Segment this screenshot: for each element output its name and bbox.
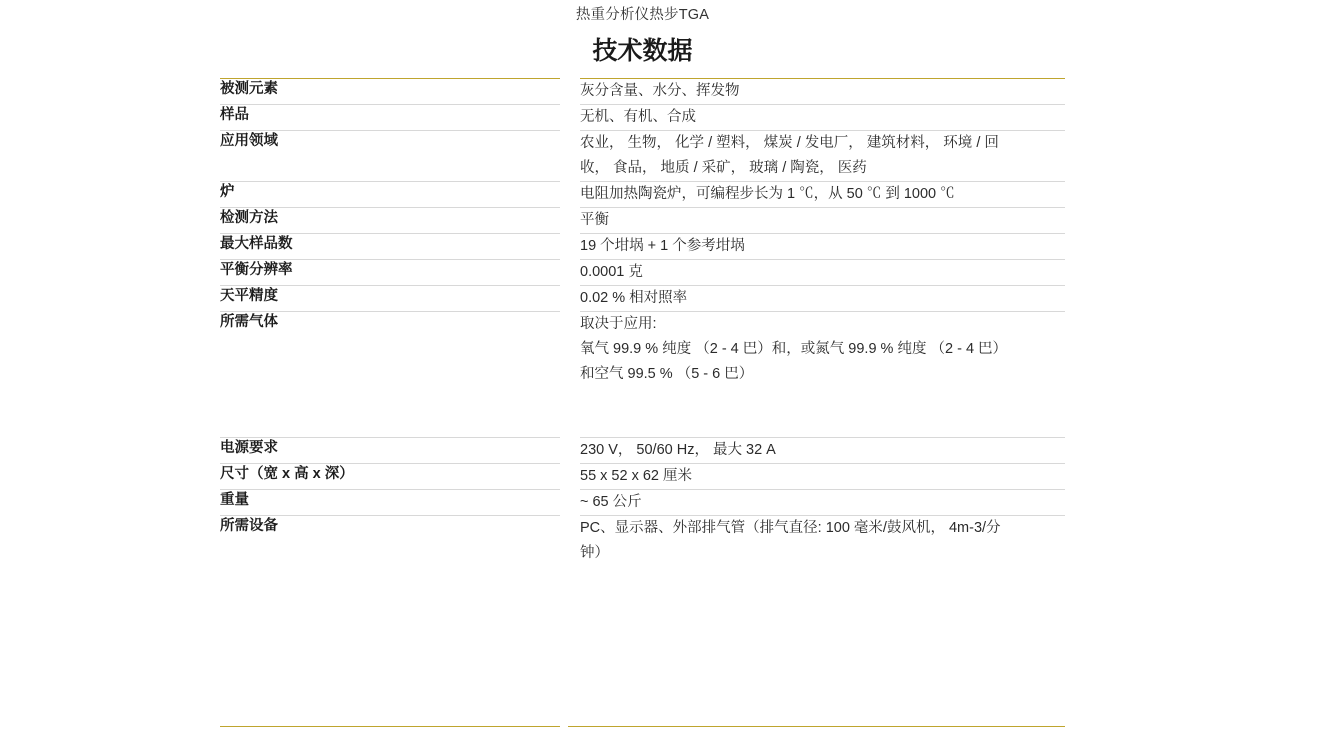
value-line: PC、显示器、外部排气管（排气直径: 100 毫米/鼓风机， 4m-3/分 [580,520,1001,536]
row-label: 样品 [220,105,560,131]
value-line-spacer [580,412,1065,437]
value-line: 取决于应用: [580,316,657,332]
page-title: 技术数据 [592,37,693,65]
table-row [220,312,1065,438]
row-gap [560,464,580,490]
row-gap [560,105,580,131]
table-row [220,79,1065,105]
table-row [220,131,1065,182]
table-row [220,208,1065,234]
row-value [580,490,1065,516]
row-gap [560,286,580,312]
row-gap [560,490,580,516]
table-row [220,105,1065,131]
row-label: 电源要求 [220,438,560,464]
value-line: 55 x 52 x 62 厘米 [580,468,693,484]
value-line: 0.0001 克 [580,264,643,280]
table-row [220,286,1065,312]
table-row [220,438,1065,464]
table-row [220,260,1065,286]
row-gap [560,79,580,105]
row-value [580,131,1065,182]
row-value [580,464,1065,490]
value-line: 19 个坩埚 + 1 个参考坩埚 [580,238,745,254]
bottom-accent-rule-left [220,726,560,727]
value-line: 0.02 % 相对照率 [580,290,688,306]
table-row [220,234,1065,260]
row-value [580,105,1065,131]
row-gap [560,182,580,208]
bottom-accent-rule-right [568,726,1065,727]
value-line: 氧气 99.9 % 纯度 （2 - 4 巴）和，或氮气 99.9 % 纯度 （2 - 4 巴） [580,341,1008,357]
row-label: 平衡分辨率 [220,260,560,286]
row-label: 尺寸（宽 x 高 x 深） [220,464,560,490]
value-line: 230 V， 50/60 Hz， 最大 32 A [580,442,776,458]
value-line-spacer [580,387,1065,412]
row-label: 被测元素 [220,79,560,105]
row-value [580,79,1065,105]
row-label: 天平精度 [220,286,560,312]
value-line: ~ 65 公斤 [580,494,642,510]
row-label: 重量 [220,490,560,516]
row-gap [560,438,580,464]
table-row [220,490,1065,516]
row-gap [560,208,580,234]
value-line: 电阻加热陶瓷炉，可编程步长为 1 ℃，从 50 ℃ 到 1000 ℃ [580,186,955,202]
row-value [580,516,1065,567]
row-gap [560,312,580,438]
document-header [220,0,1065,70]
row-label: 所需设备 [220,516,560,567]
value-line: 平衡 [580,212,609,228]
row-gap [560,234,580,260]
row-value [580,286,1065,312]
value-line: 钟） [580,545,609,561]
value-line: 灰分含量、水分、挥发物 [580,83,740,99]
row-gap [560,516,580,567]
row-label: 炉 [220,182,560,208]
table-row [220,182,1065,208]
row-value [580,182,1065,208]
table-row [220,464,1065,490]
technical-data-table [220,78,1065,566]
value-line: 农业， 生物， 化学 / 塑料， 煤炭 / 发电厂， 建筑材料， 环境 / 回 [580,135,999,151]
value-line: 和空气 99.5 % （5 - 6 巴） [580,366,754,382]
row-label: 所需气体 [220,312,560,438]
table-body [220,79,1065,567]
value-line: 收， 食品， 地质 / 采矿， 玻璃 / 陶瓷， 医药 [580,160,867,176]
row-gap [560,131,580,182]
product-subtitle: 热重分析仪热步TGA [575,7,710,23]
row-value [580,438,1065,464]
row-value [580,260,1065,286]
row-label: 最大样品数 [220,234,560,260]
value-line: 无机、有机、合成 [580,109,696,125]
table-row [220,516,1065,567]
row-value [580,312,1065,438]
row-label: 检测方法 [220,208,560,234]
row-label: 应用领域 [220,131,560,182]
row-value [580,234,1065,260]
row-value [580,208,1065,234]
row-gap [560,260,580,286]
